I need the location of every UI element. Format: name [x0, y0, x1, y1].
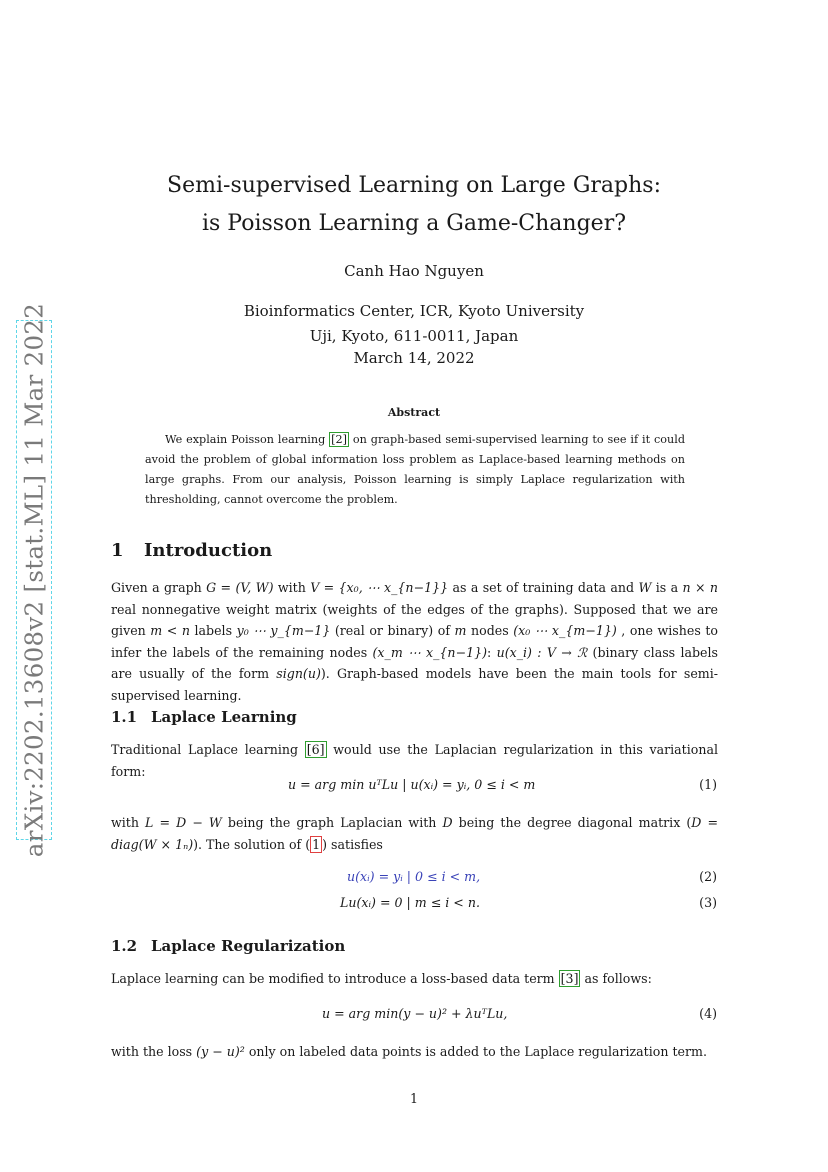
text: with the loss [111, 1044, 197, 1059]
abstract-heading: Abstract [387, 406, 441, 419]
paper-title-line2: is Poisson Learning a Game-Changer? [201, 211, 627, 236]
text: being the degree diagonal matrix ( [452, 815, 692, 830]
intro-paragraph [111, 577, 718, 706]
text: real nonnegative weight matrix (weights of the edges of the graphs). Supposed that we are given [111, 601, 718, 638]
author-name: Canh Hao Nguyen [344, 262, 484, 280]
subsection-title: Laplace Regularization [151, 937, 346, 955]
affiliation-line1: Bioinformatics Center, ICR, Kyoto University [243, 302, 585, 320]
equation-1: u = arg min uᵀLu | u(xᵢ) = yᵢ, 0 ≤ i < m [288, 777, 536, 792]
abstract-text-a: We explain Poisson learning [165, 433, 330, 446]
text: with [273, 580, 311, 595]
math: m < n [150, 623, 190, 638]
math: (x₀ ⋯ x_{m−1}) [513, 623, 617, 638]
text: : [487, 644, 497, 660]
math: W [638, 580, 652, 595]
subsection-heading-laplace-learning [111, 708, 297, 726]
text: Traditional Laplace learning [111, 742, 305, 757]
math: n × n [682, 580, 718, 595]
text: ). Graph-based models have been the main tools for semi-supervised learning. [111, 666, 718, 703]
subsection-title: Laplace Learning [151, 708, 297, 726]
text: (real or binary) of [330, 623, 455, 638]
text: Given a graph [111, 580, 207, 595]
text: Laplace learning can be modified to introduce a loss-based data term [111, 971, 559, 986]
laplace-regularization-paragraph [111, 968, 718, 990]
paper-date: March 14, 2022 [353, 349, 475, 367]
section-title: Introduction [144, 540, 273, 561]
text: (binary class labels are usually of the form [111, 644, 719, 681]
text: ). The solution of ( [193, 836, 311, 852]
math: y₀ ⋯ y_{m−1} [236, 623, 331, 638]
text: with [111, 815, 146, 830]
math: (y − u)² [196, 1044, 245, 1059]
math: u(x_i) : V → ℛ [496, 644, 588, 660]
math: V = {x₀, ⋯ x_{n−1}} [310, 580, 449, 595]
text: , one wishes to infer the labels of the remaining nodes [111, 623, 718, 660]
math: L = D − W [145, 815, 222, 830]
text: being the graph Laplacian with [221, 815, 443, 830]
equation-number-4: (4) [699, 1006, 717, 1021]
section-heading-introduction [111, 540, 272, 561]
subsection-number: 1.1 [111, 708, 138, 726]
text: would use the Laplacian regularization in this variational form: [111, 742, 718, 779]
text: labels [189, 623, 237, 638]
subsection-heading-laplace-regularization [111, 937, 345, 955]
subsection-number: 1.2 [111, 937, 138, 955]
equation-number-1: (1) [699, 777, 717, 792]
arxiv-identifier[interactable]: arXiv:2202.13608v2 [stat.ML] 11 Mar 2022 [19, 302, 49, 858]
abstract-text-b: on graph-based semi-supervised learning to see if it could avoid the problem of global information loss problem as Laplace-based learning methods on large graphs. From our analysis, Poisson learning is simply Laplace regularization with thresholding, cannot overcome the problem. [145, 433, 685, 506]
math: m [454, 623, 467, 638]
affiliation-line2: Uji, Kyoto, 611-0011, Japan [309, 327, 519, 345]
equation-4: u = arg min(y − u)² + λuᵀLu, [322, 1006, 508, 1021]
equation-number-2: (2) [699, 869, 717, 884]
text: only on labeled data points is added to the Laplace regularization term. [244, 1044, 707, 1059]
equation-3: Lu(xᵢ) = 0 | m ≤ i < n. [340, 895, 480, 910]
citation-link[interactable]: [6] [306, 742, 325, 757]
equation-number-3: (3) [699, 895, 717, 910]
citation-link[interactable]: [2] [331, 433, 348, 446]
section-number: 1 [111, 540, 124, 561]
math: G = (V, W) [206, 580, 274, 595]
math: D = diag(W × 1ₙ) [111, 815, 718, 852]
text: nodes [466, 623, 514, 638]
equation-2: u(xᵢ) = yᵢ | 0 ≤ i < m, [347, 869, 481, 884]
text: as a set of training data and [448, 580, 639, 595]
laplace-learning-paragraph [111, 739, 718, 782]
equation-reference-link[interactable]: 1 [312, 836, 321, 852]
abstract-body [145, 430, 685, 510]
text: is a [651, 580, 683, 595]
text: ) satisfies [322, 836, 383, 852]
paper-title-line1: Semi-supervised Learning on Large Graphs: [167, 173, 661, 198]
math: D [442, 815, 453, 830]
text: as follows: [580, 971, 652, 986]
loss-paragraph [111, 1041, 718, 1063]
page-number: 1 [409, 1091, 418, 1106]
math: sign(u) [276, 666, 321, 681]
citation-link[interactable]: [3] [560, 971, 579, 986]
laplacian-paragraph [111, 812, 718, 855]
math: (x_m ⋯ x_{n−1}) [372, 644, 488, 660]
